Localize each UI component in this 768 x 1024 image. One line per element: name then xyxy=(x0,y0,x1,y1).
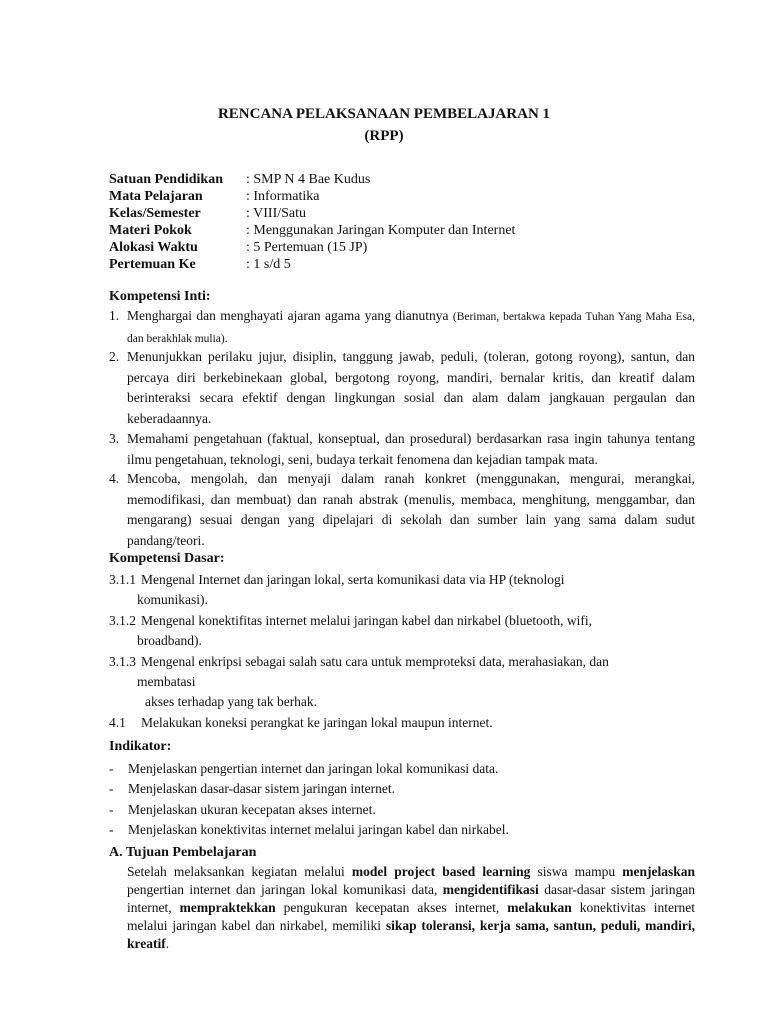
indikator-item: - Menjelaskan dasar-dasar sistem jaringan internet. xyxy=(109,781,396,796)
tujuan-emphasis: melakukan xyxy=(507,900,572,915)
identity-label: Mata Pelajaran xyxy=(109,189,203,204)
indikator-text: Menjelaskan konektivitas internet melalui jaringan kabel dan nirkabel. xyxy=(128,822,509,837)
ki-heading: Kompetensi Inti: xyxy=(109,289,211,304)
indikator-item: - Menjelaskan pengertian internet dan jaringan lokal komunikasi data. xyxy=(109,761,499,776)
kd-item-text: Mengenal Internet dan jaringan lokal, serta komunikasi data via HP (teknologi xyxy=(141,572,565,587)
identity-value: : Informatika xyxy=(246,189,320,204)
identity-label: Alokasi Waktu xyxy=(109,240,198,255)
indikator-text: Menjelaskan dasar-dasar sistem jaringan internet. xyxy=(128,781,396,796)
identity-value: : 5 Pertemuan (15 JP) xyxy=(246,240,368,255)
tujuan-heading: A. Tujuan Pembelajaran xyxy=(109,845,257,860)
kd-item xyxy=(109,611,699,651)
kd-item-text: akses terhadap yang tak berhak. xyxy=(145,694,318,709)
ki-item xyxy=(109,469,695,551)
tujuan-emphasis: mempraktekkan xyxy=(179,900,276,915)
indikator-text: Menjelaskan ukuran kecepatan akses internet. xyxy=(128,802,376,817)
ki-item-number: 2. xyxy=(109,349,120,364)
kd-item xyxy=(109,713,699,733)
kd-item-text: Melakukan koneksi perangkat ke jaringan lokal maupun internet. xyxy=(141,715,493,730)
tujuan-emphasis: sikap toleransi, kerja sama, santun, peduli, mandiri, kreatif xyxy=(127,918,695,951)
ki-item-number: 1. xyxy=(109,308,120,323)
kd-item-number: 3.1.3 xyxy=(109,654,136,669)
identity-value: : 1 s/d 5 xyxy=(246,257,291,272)
identity-value: : VIII/Satu xyxy=(246,206,307,221)
identity-label: Materi Pokok xyxy=(109,223,192,238)
tujuan-emphasis: menjelaskan xyxy=(622,864,695,879)
ki-item-number: 4. xyxy=(109,471,120,486)
indikator-text: Menjelaskan pengertian internet dan jaringan lokal komunikasi data. xyxy=(128,761,499,776)
kd-item xyxy=(109,570,699,610)
ki-item-text: Mencoba, mengolah, dan menyaji dalam ranah konkret (menggunakan, mengurai, merangkai, memodifikasi, dan membuat) dan ranah abstrak (menulis, membaca, menghitung, menggambar, dan mengarang) sesuai dengan yang dipelajari di sekolah dan sumber lain yang sama dalam sudut pandang/teori. xyxy=(127,471,695,548)
tujuan-text: konektivitas internet melalui jaringan kabel dan nirkabel, memiliki xyxy=(127,900,695,933)
ki-item-text: Menunjukkan perilaku jujur, disiplin, tanggung jawab, peduli, (toleran, gotong royong), santun, dan percaya diri berkebinekaan global, bergotong royong, mandiri, bernalar kritis, dan kreatif dalam berinteraksi secara efektif dengan lingkungan sosial dan alam dalam jangkauan pergaulan dan keberadaannya. xyxy=(127,349,695,426)
tujuan-emphasis: model project based learning xyxy=(351,864,531,879)
ki-item-number: 3. xyxy=(109,431,120,446)
tujuan-text: dasar-dasar sistem jaringan internet, xyxy=(127,882,695,915)
indikator-heading: Indikator: xyxy=(109,739,172,754)
tujuan-text: pengukuran kecepatan akses internet, xyxy=(275,900,508,915)
document-title: RENCANA PELAKSANAAN PEMBELAJARAN 1 xyxy=(217,106,551,122)
tujuan-emphasis: mengidentifikasi xyxy=(442,882,539,897)
ki-item-text-part: Menghargai dan menghayati ajaran agama yang dianutnya xyxy=(127,308,453,323)
tujuan-paragraph xyxy=(127,863,695,953)
ki-item xyxy=(109,429,695,470)
tujuan-text: pengertian internet dan jaringan lokal komunikasi data, xyxy=(127,882,443,897)
identity-label: Kelas/Semester xyxy=(109,206,201,221)
indikator-item: - Menjelaskan konektivitas internet melalui jaringan kabel dan nirkabel. xyxy=(109,822,509,837)
tujuan-text: Setelah melaksankan kegiatan melalui xyxy=(127,864,352,879)
indikator-item: - Menjelaskan ukuran kecepatan akses internet. xyxy=(109,802,376,817)
kd-item-number: 3.1.2 xyxy=(109,613,136,628)
kd-heading: Kompetensi Dasar: xyxy=(109,551,225,566)
document-subtitle: (RPP) xyxy=(364,128,404,144)
kd-item-text: Mengenal konektifitas internet melalui jaringan kabel dan nirkabel (bluetooth, wifi, xyxy=(141,613,592,628)
tujuan-text: . xyxy=(165,936,170,951)
identity-value: : SMP N 4 Bae Kudus xyxy=(246,172,371,187)
kd-item-number: 4.1 xyxy=(109,715,126,730)
kd-item-text: membatasi xyxy=(137,674,196,689)
kd-item xyxy=(109,652,699,712)
kd-item-text: Mengenal enkripsi sebagai salah satu cara untuk memproteksi data, merahasiakan, dan xyxy=(141,654,609,669)
identity-label: Pertemuan Ke xyxy=(109,257,196,272)
ki-item-text-part: (Beriman, bertakwa kepada Tuhan Yang Maha Esa, dan berakhlak mulia). xyxy=(127,311,695,345)
kd-item-number: 3.1.1 xyxy=(109,572,136,587)
kd-item-text: komunikasi). xyxy=(137,592,208,607)
identity-value: : Menggunakan Jaringan Komputer dan Internet xyxy=(246,223,516,238)
ki-item xyxy=(109,347,695,429)
identity-label: Satuan Pendidikan xyxy=(109,172,223,187)
ki-item-text xyxy=(127,306,695,349)
ki-item-text: Memahami pengetahuan (faktual, konseptual, dan prosedural) berdasarkan rasa ingin tahunya tentang ilmu pengetahuan, teknologi, seni, budaya terkait fenomena dan kejadian tampak mata. xyxy=(127,431,695,467)
tujuan-text: siswa mampu xyxy=(530,864,623,879)
kd-item-text: broadband). xyxy=(137,633,202,648)
ki-item xyxy=(109,306,695,349)
